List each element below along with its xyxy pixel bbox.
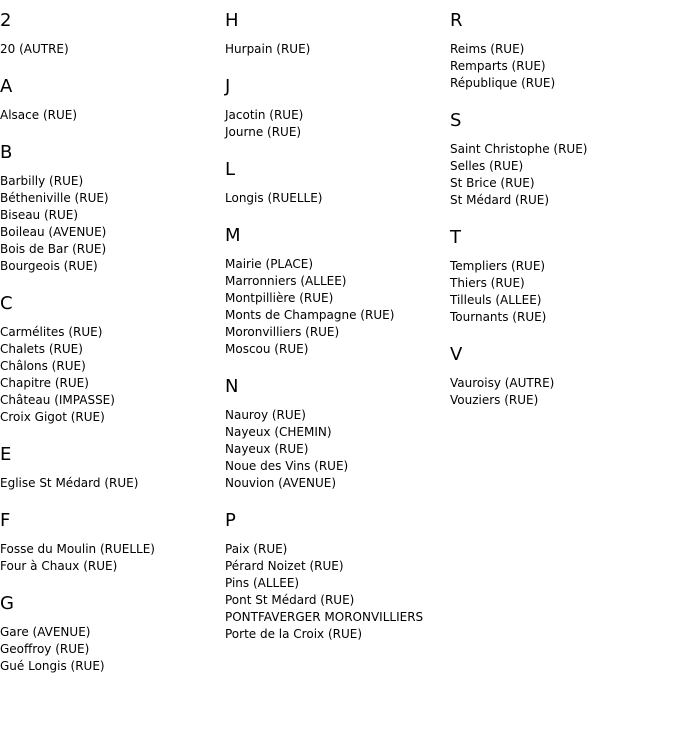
street-list bbox=[225, 541, 450, 643]
letter-group-j bbox=[225, 76, 450, 141]
street-link[interactable]: Pins (ALLEE) bbox=[225, 576, 300, 590]
letter-heading: 2 bbox=[0, 10, 12, 31]
street-link[interactable]: Gué Longis (RUE) bbox=[0, 659, 105, 673]
street-link[interactable]: Hurpain (RUE) bbox=[225, 42, 311, 56]
street-column-2 bbox=[225, 0, 450, 643]
street-link[interactable]: République (RUE) bbox=[450, 76, 556, 90]
street-link[interactable]: Remparts (RUE) bbox=[450, 59, 546, 73]
street-link[interactable]: Four à Chaux (RUE) bbox=[0, 559, 118, 573]
street-list bbox=[450, 141, 675, 209]
street-link[interactable]: Pérard Noizet (RUE) bbox=[225, 559, 344, 573]
street-link[interactable]: Reims (RUE) bbox=[450, 42, 525, 56]
street-link[interactable]: Thiers (RUE) bbox=[450, 276, 525, 290]
letter-group-m bbox=[225, 225, 450, 358]
street-link[interactable]: Selles (RUE) bbox=[450, 159, 524, 173]
street-link[interactable]: Châlons (RUE) bbox=[0, 359, 86, 373]
letter-group-r bbox=[450, 10, 675, 92]
street-link[interactable]: Bétheniville (RUE) bbox=[0, 191, 109, 205]
letter-group-e bbox=[0, 444, 225, 492]
street-link[interactable]: Marronniers (ALLEE) bbox=[225, 274, 347, 288]
street-list bbox=[0, 324, 225, 426]
street-link[interactable]: Alsace (RUE) bbox=[0, 108, 78, 122]
letter-heading: T bbox=[450, 227, 461, 248]
letter-group-v bbox=[450, 344, 675, 409]
street-link[interactable]: St Brice (RUE) bbox=[450, 176, 535, 190]
street-link[interactable]: Journe (RUE) bbox=[225, 125, 302, 139]
street-column-1 bbox=[0, 0, 225, 675]
street-link[interactable]: Mairie (PLACE) bbox=[225, 257, 314, 271]
street-link[interactable]: Noue des Vins (RUE) bbox=[225, 459, 349, 473]
street-link[interactable]: Vauroisy (AUTRE) bbox=[450, 376, 555, 390]
street-link[interactable]: Tournants (RUE) bbox=[450, 310, 547, 324]
letter-group-l bbox=[225, 159, 450, 207]
street-link[interactable]: Croix Gigot (RUE) bbox=[0, 410, 105, 424]
street-link[interactable]: Paix (RUE) bbox=[225, 542, 288, 556]
letter-group-g bbox=[0, 593, 225, 675]
letter-group-h bbox=[225, 10, 450, 58]
street-link[interactable]: Eglise St Médard (RUE) bbox=[0, 476, 139, 490]
street-list bbox=[450, 41, 675, 92]
street-link[interactable]: Biseau (RUE) bbox=[0, 208, 79, 222]
street-list bbox=[225, 41, 450, 58]
street-link[interactable]: Porte de la Croix (RUE) bbox=[225, 627, 363, 641]
letter-heading: G bbox=[0, 593, 14, 614]
letter-heading: A bbox=[0, 76, 13, 97]
letter-group-p bbox=[225, 510, 450, 643]
street-list bbox=[0, 475, 225, 492]
letter-heading: V bbox=[450, 344, 463, 365]
street-list bbox=[0, 107, 225, 124]
letter-heading: B bbox=[0, 142, 13, 163]
street-list bbox=[450, 375, 675, 409]
letter-group-s bbox=[450, 110, 675, 209]
street-link[interactable]: Saint Christophe (RUE) bbox=[450, 142, 588, 156]
street-list bbox=[0, 624, 225, 675]
street-link[interactable]: Vouziers (RUE) bbox=[450, 393, 539, 407]
street-link[interactable]: 20 (AUTRE) bbox=[0, 42, 69, 56]
letter-heading: J bbox=[225, 76, 231, 97]
letter-heading: N bbox=[225, 376, 239, 397]
letter-group-b bbox=[0, 142, 225, 275]
letter-heading: R bbox=[450, 10, 463, 31]
street-link[interactable]: Carmélites (RUE) bbox=[0, 325, 103, 339]
street-link[interactable]: Monts de Champagne (RUE) bbox=[225, 308, 395, 322]
street-link[interactable]: Longis (RUELLE) bbox=[225, 191, 323, 205]
street-link[interactable]: Chapitre (RUE) bbox=[0, 376, 89, 390]
letter-heading: F bbox=[0, 510, 11, 531]
street-link[interactable]: Pont St Médard (RUE) bbox=[225, 593, 355, 607]
street-link[interactable]: Nayeux (CHEMIN) bbox=[225, 425, 332, 439]
letter-heading: L bbox=[225, 159, 236, 180]
street-link[interactable]: Geoffroy (RUE) bbox=[0, 642, 90, 656]
letter-group-c bbox=[0, 293, 225, 426]
street-link[interactable]: St Médard (RUE) bbox=[450, 193, 550, 207]
street-list bbox=[0, 173, 225, 275]
letter-group-a bbox=[0, 76, 225, 124]
street-list bbox=[450, 258, 675, 326]
street-link[interactable]: Moscou (RUE) bbox=[225, 342, 309, 356]
letter-group-n bbox=[225, 376, 450, 492]
street-link[interactable]: Nouvion (AVENUE) bbox=[225, 476, 337, 490]
street-link[interactable]: Château (IMPASSE) bbox=[0, 393, 115, 407]
letter-heading: M bbox=[225, 225, 241, 246]
street-link[interactable]: Nauroy (RUE) bbox=[225, 408, 306, 422]
street-link[interactable]: Barbilly (RUE) bbox=[0, 174, 84, 188]
street-link[interactable]: Bois de Bar (RUE) bbox=[0, 242, 107, 256]
street-link[interactable]: Moronvilliers (RUE) bbox=[225, 325, 340, 339]
letter-heading: S bbox=[450, 110, 462, 131]
street-list bbox=[225, 407, 450, 492]
street-list bbox=[225, 107, 450, 141]
street-link[interactable]: Boileau (AVENUE) bbox=[0, 225, 107, 239]
letter-group-f bbox=[0, 510, 225, 575]
street-link[interactable]: Montpillière (RUE) bbox=[225, 291, 334, 305]
street-link[interactable]: Jacotin (RUE) bbox=[225, 108, 304, 122]
letter-group-t bbox=[450, 227, 675, 326]
letter-group-2 bbox=[0, 10, 225, 58]
street-list bbox=[0, 541, 225, 575]
street-link[interactable]: Bourgeois (RUE) bbox=[0, 259, 98, 273]
street-link[interactable]: Tilleuls (ALLEE) bbox=[450, 293, 542, 307]
street-list bbox=[225, 190, 450, 207]
street-list bbox=[225, 256, 450, 358]
letter-heading: H bbox=[225, 10, 239, 31]
street-link[interactable]: PONTFAVERGER MORONVILLIERS bbox=[225, 610, 424, 624]
street-column-3 bbox=[450, 0, 675, 409]
street-link[interactable]: Chalets (RUE) bbox=[0, 342, 83, 356]
street-link[interactable]: Templiers (RUE) bbox=[450, 259, 546, 273]
street-link[interactable]: Gare (AVENUE) bbox=[0, 625, 91, 639]
letter-heading: P bbox=[225, 510, 236, 531]
street-list bbox=[0, 41, 225, 58]
street-link[interactable]: Nayeux (RUE) bbox=[225, 442, 309, 456]
letter-heading: C bbox=[0, 293, 13, 314]
letter-heading: E bbox=[0, 444, 12, 465]
street-link[interactable]: Fosse du Moulin (RUELLE) bbox=[0, 542, 155, 556]
